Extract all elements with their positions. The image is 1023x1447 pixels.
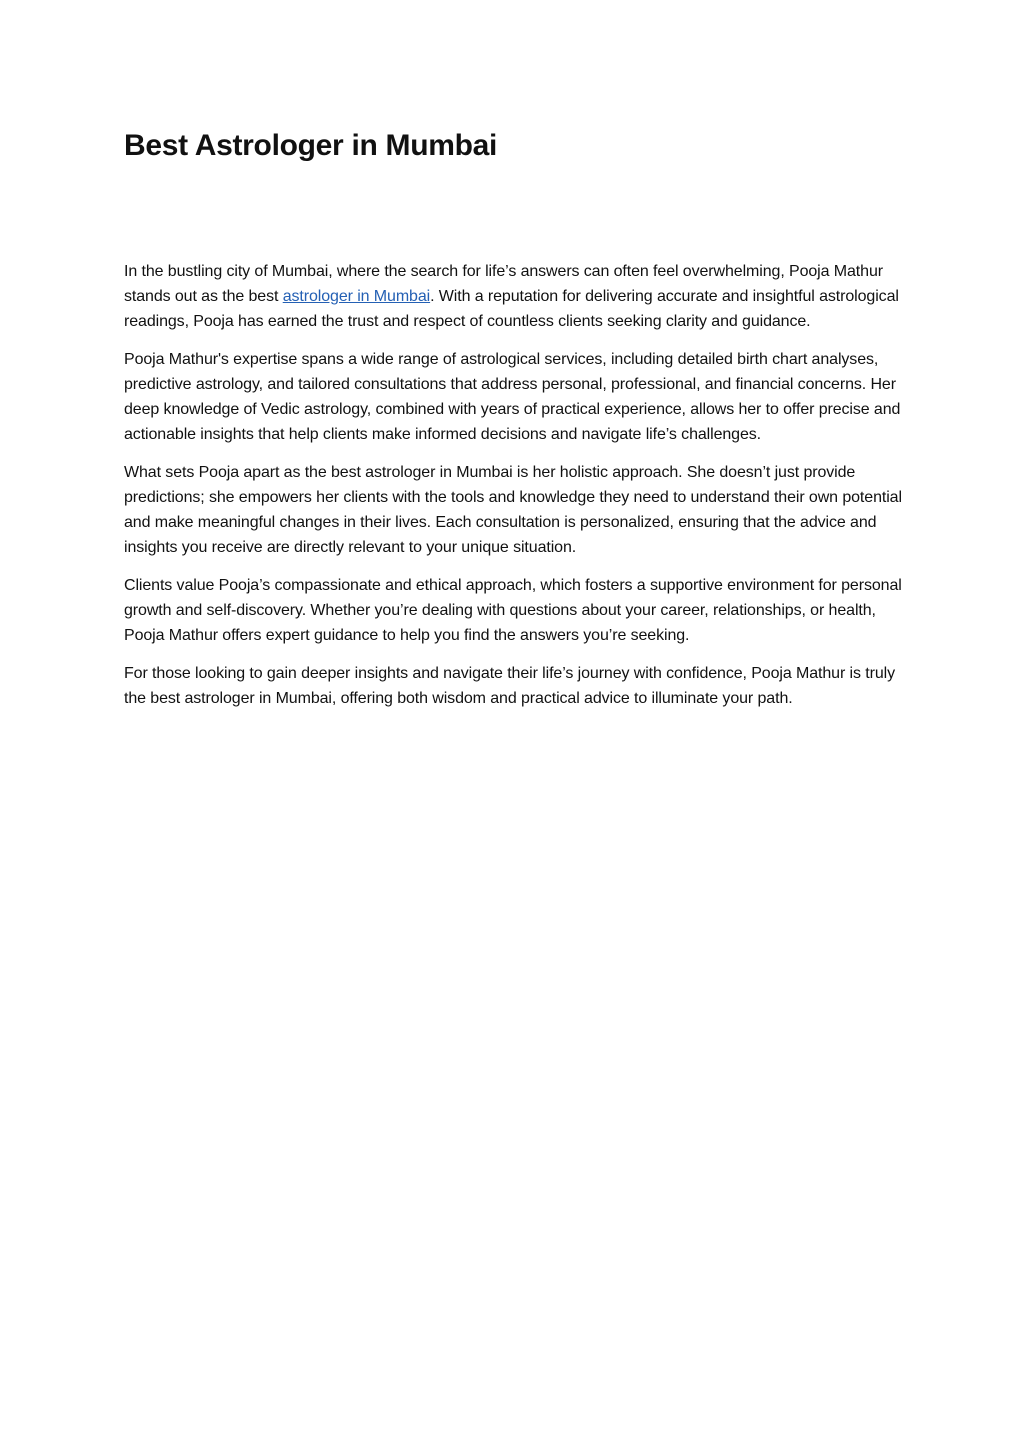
paragraph-expertise: Pooja Mathur's expertise spans a wide range of astrological services, including detailed birth chart analyses, predictive astrology, and tailored consultations that address personal, professional, and financial concerns. Her deep knowledge of Vedic astrology, combined with years of practical experience, allows her to offer precise and actionable insights that help clients make informed decisions and navigate life’s challenges. — [124, 351, 901, 443]
paragraph-conclusion: For those looking to gain deeper insights and navigate their life’s journey with confidence, Pooja Mathur is truly the best astrologer in Mumbai, offering both wisdom and practical advice to illuminate your path. — [124, 665, 895, 707]
paragraph-approach: What sets Pooja apart as the best astrologer in Mumbai is her holistic approach. She doesn’t just provide predictions; she empowers her clients with the tools and knowledge they need to understand their own potential and make meaningful changes in their lives. Each consultation is personalized, ensuring that the advice and insights you receive are directly relevant to your unique situation. — [124, 464, 902, 556]
page-title: Best Astrologer in Mumbai — [124, 129, 498, 162]
document-body — [124, 259, 904, 724]
paragraph-intro-text-before: In the bustling city of Mumbai, where the search for life’s answers can often feel overwhelming, Pooja Mathur stands out as the best — [124, 263, 883, 305]
paragraph-intro-text-after: . With a reputation for delivering accurate and insightful astrological readings, Pooja has earned the trust and respect of countless clients seeking clarity and guidance. — [124, 288, 899, 330]
paragraph-intro — [124, 259, 904, 334]
paragraph-clients: Clients value Pooja’s compassionate and ethical approach, which fosters a supportive environment for personal growth and self-discovery. Whether you’re dealing with questions about your career, relationships, or health, Pooja Mathur offers expert guidance to help you find the answers you’re seeking. — [124, 577, 902, 644]
astrologer-in-mumbai-link[interactable]: astrologer in Mumbai — [282, 288, 431, 305]
